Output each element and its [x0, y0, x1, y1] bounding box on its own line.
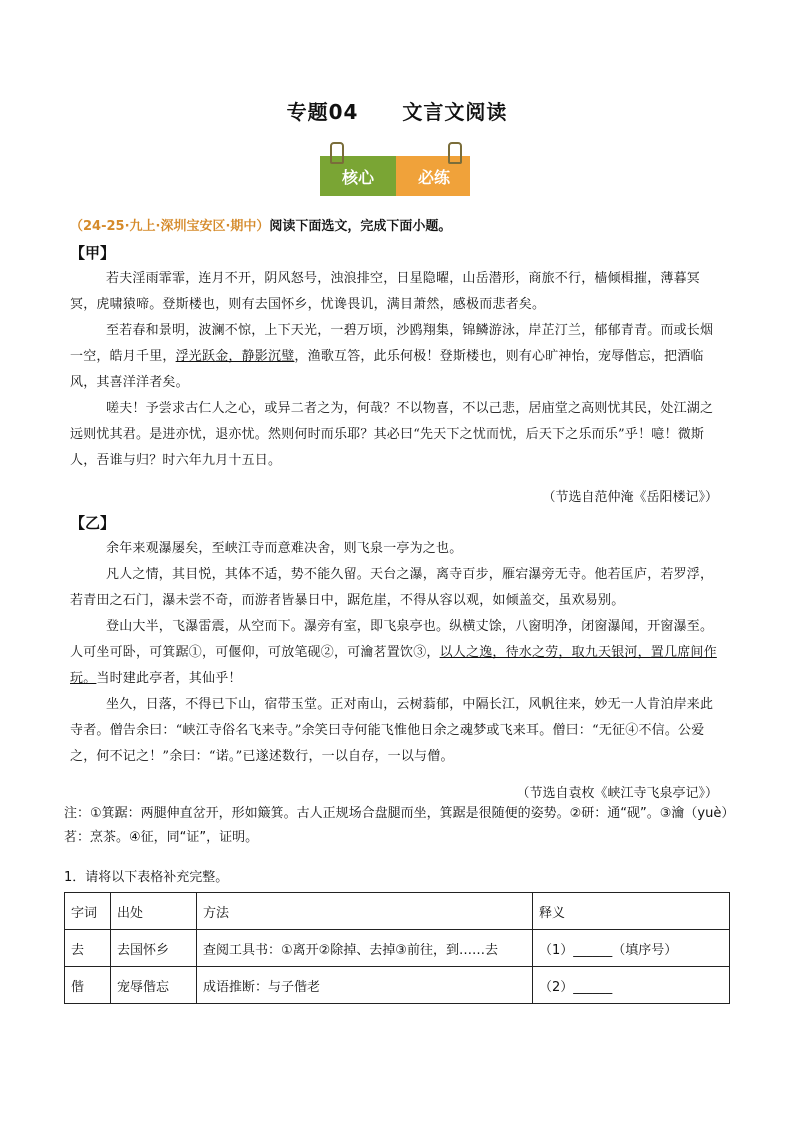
- table-header-cell: 释义: [533, 893, 730, 930]
- answer-blank-cell[interactable]: （2）______: [533, 967, 730, 1004]
- table-header-row: [65, 893, 730, 930]
- jia-paragraph-3: 嗟夫！予尝求古仁人之心，或异二者之为，何哉？不以物喜，不以己悲，居庙堂之高则忧其民，处江湖之远则忧其君。是进亦忧，退亦忧。然则何时而乐耶？其必曰“先天下之忧而忧，后天下之乐而乐”乎！噫！微斯人，吾谁与归？时六年九月十五日。: [70, 401, 714, 468]
- answer-table: [64, 892, 730, 1004]
- table-row: [65, 930, 730, 967]
- table-cell: 去国怀乡: [111, 930, 197, 967]
- yi-p3-text-end: 当时建此亭者，其仙乎！: [96, 671, 242, 686]
- table-header-cell: 字词: [65, 893, 111, 930]
- question-source: [70, 215, 451, 234]
- title-topic-name: 文言文阅读: [402, 100, 508, 124]
- passage-jia: [70, 266, 722, 474]
- table-header-cell: 出处: [111, 893, 197, 930]
- yi-paragraph-4: 坐久，日落，不得已下山，宿带玉堂。正对南山，云树蓊郁，中隔长江，风帆往来，妙无一人肯泊岸来此寺者。僧告余曰：“峡江寺俗名飞来寺。”余笑曰寺何能飞惟他日余之魂梦或飞来耳。僧曰：“无征④不信。公爱之，何不记之！”余曰：“诺。”已遂述数行，一以自存，一以与僧。: [70, 697, 714, 764]
- source-tag: （24-25·九上·深圳宝安区·期中）: [70, 219, 270, 234]
- answer-blank-cell[interactable]: （1）______（填序号）: [533, 930, 730, 967]
- passage-yi: [70, 536, 722, 770]
- jia-paragraph-2: [70, 318, 722, 396]
- yi-paragraph-1: 余年来观瀑屡矣，至峡江寺而意难决舍，则飞泉一亭为之也。: [106, 541, 463, 556]
- table-header-cell: 方法: [197, 893, 533, 930]
- yi-paragraph-2: 凡人之情，其目悦，其体不适，势不能久留。天台之瀑，离寺百步，雁宕瀑旁无寺。他若匡庐，若罗浮，若青田之石门，瀑未尝不奇，而游者皆暴日中，踞危崖，不得从容以观，如倾盖交，虽欢易别。: [70, 567, 714, 608]
- jia-p2-text-end: ，渔歌互答，此乐何极！登斯楼也，则有心旷神怡，宠辱偕忘，把酒临风，其喜洋洋者矣。: [70, 349, 704, 390]
- section-label-jia: 【甲】: [70, 244, 116, 262]
- jia-paragraph-1: 若夫淫雨霏霏，连月不开，阴风怒号，浊浪排空，日星隐曜，山岳潜形，商旅不行，樯倾楫摧，薄暮冥冥，虎啸猿啼。登斯楼也，则有去国怀乡，忧谗畏讥，满目萧然，感极而悲者矣。: [70, 271, 701, 312]
- title-topic-number: 专题04: [286, 100, 359, 124]
- yi-p3-underlined: 以人之逸，待水之劳，取九天银河，置几席间作玩。: [70, 645, 717, 686]
- source-instruction: 阅读下面选文，完成下面小题。: [269, 219, 452, 234]
- table-cell: 查阅工具书：①离开②除掉、去掉③前往，到……去: [197, 930, 533, 967]
- table-row: [65, 967, 730, 1004]
- table-cell: 成语推断：与子偕老: [197, 967, 533, 1004]
- badge-right-text: 必练: [417, 168, 450, 187]
- binder-clip-icon: [330, 142, 344, 164]
- table-cell: 宠辱偕忘: [111, 967, 197, 1004]
- binder-clip-icon: [448, 142, 462, 164]
- badge-left-text: 核心: [341, 168, 374, 187]
- question-1: 1．请将以下表格补充完整。: [64, 870, 229, 885]
- jia-citation: （节选自范仲淹《岳阳楼记》）: [542, 490, 718, 505]
- yi-paragraph-3: [70, 614, 722, 692]
- jia-p2-underlined: 浮光跃金，静影沉璧: [175, 349, 295, 364]
- jia-p2-text: 至若春和景明，波澜不惊，上下天光，一碧万顷，沙鸥翔集，锦鳞游泳，岸芷汀兰，郁郁青青。而或长烟一空，皓月千里，: [70, 323, 714, 364]
- yi-p3-text: 登山大半，飞瀑雷震，从空而下。瀑旁有室，即飞泉亭也。纵横丈馀，八窗明净，闭窗瀑闻，开窗瀑至。人可坐可卧，可箕踞①，可偃仰，可放笔砚②，可瀹茗置饮③，: [70, 619, 714, 660]
- table-cell: 去: [65, 930, 111, 967]
- table-cell: 偕: [65, 967, 111, 1004]
- section-label-yi: 【乙】: [70, 514, 116, 532]
- annotation-note: 注：①箕踞：两腿伸直岔开，形如簸箕。古人正规场合盘腿而坐，箕踞是很随便的姿势。②研：通“砚”。③瀹（yuè）茗：烹茶。④征，同“证”，证明。: [64, 806, 728, 845]
- page-title: [0, 96, 794, 125]
- yi-citation: （节选自袁枚《峡江寺飞泉亭记》）: [516, 786, 718, 801]
- core-badge: [320, 156, 470, 196]
